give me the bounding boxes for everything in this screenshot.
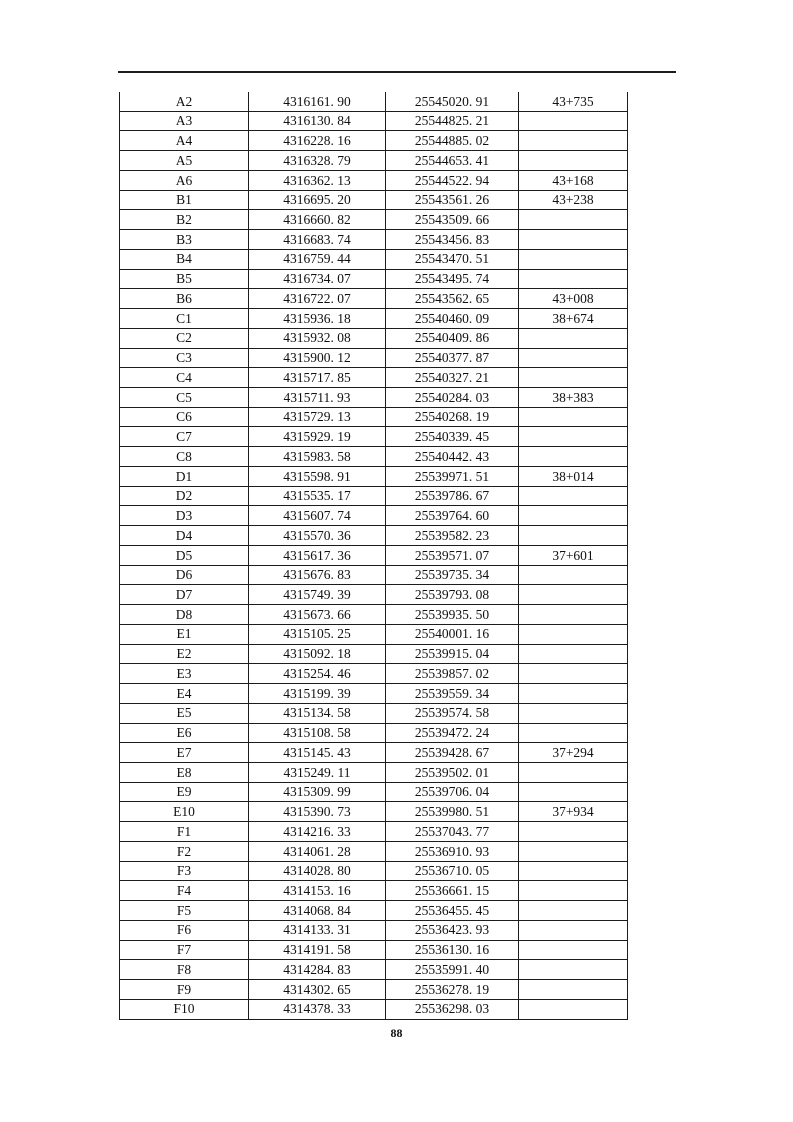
cell-x-coordinate: 4316734. 07 [249,270,386,289]
cell-y-coordinate: 25540460. 09 [386,309,519,328]
cell-y-coordinate: 25536278. 19 [386,980,519,999]
cell-chainage [519,625,628,644]
cell-y-coordinate: 25539428. 67 [386,743,519,762]
table-row [120,388,628,408]
cell-x-coordinate: 4314191. 58 [249,941,386,960]
cell-point-id: F6 [120,921,249,940]
cell-y-coordinate: 25539764. 60 [386,506,519,525]
cell-x-coordinate: 4314153. 16 [249,881,386,900]
table-row [120,408,628,428]
table-row [120,743,628,763]
cell-point-id: A3 [120,112,249,131]
table-row [120,941,628,961]
cell-chainage [519,250,628,269]
table-row [120,546,628,566]
cell-x-coordinate: 4315249. 11 [249,763,386,782]
table-row [120,684,628,704]
cell-point-id: F4 [120,881,249,900]
cell-point-id: D8 [120,605,249,624]
cell-y-coordinate: 25540284. 03 [386,388,519,407]
cell-chainage [519,960,628,979]
cell-x-coordinate: 4315390. 73 [249,802,386,821]
cell-x-coordinate: 4315676. 83 [249,566,386,585]
table-row [120,112,628,132]
page-header-rule [118,71,676,73]
cell-x-coordinate: 4316362. 13 [249,171,386,190]
table-row [120,151,628,171]
cell-chainage: 37+294 [519,743,628,762]
cell-x-coordinate: 4316722. 07 [249,289,386,308]
cell-point-id: C5 [120,388,249,407]
cell-point-id: B3 [120,230,249,249]
cell-chainage [519,427,628,446]
cell-x-coordinate: 4316228. 16 [249,131,386,150]
table-row [120,506,628,526]
cell-x-coordinate: 4315134. 58 [249,704,386,723]
cell-x-coordinate: 4314133. 31 [249,921,386,940]
cell-y-coordinate: 25539915. 04 [386,645,519,664]
cell-point-id: C8 [120,447,249,466]
cell-y-coordinate: 25543509. 66 [386,210,519,229]
cell-chainage [519,605,628,624]
cell-chainage: 37+601 [519,546,628,565]
cell-y-coordinate: 25540339. 45 [386,427,519,446]
cell-y-coordinate: 25539786. 67 [386,487,519,506]
table-row [120,585,628,605]
cell-point-id: C6 [120,408,249,427]
cell-x-coordinate: 4314302. 65 [249,980,386,999]
table-row [120,625,628,645]
cell-chainage [519,842,628,861]
cell-point-id: F2 [120,842,249,861]
cell-point-id: E10 [120,802,249,821]
cell-point-id: F10 [120,1000,249,1019]
cell-x-coordinate: 4315145. 43 [249,743,386,762]
cell-x-coordinate: 4316759. 44 [249,250,386,269]
cell-chainage [519,881,628,900]
cell-y-coordinate: 25543470. 51 [386,250,519,269]
cell-y-coordinate: 25536455. 45 [386,901,519,920]
cell-x-coordinate: 4314061. 28 [249,842,386,861]
cell-x-coordinate: 4315711. 93 [249,388,386,407]
cell-x-coordinate: 4315900. 12 [249,349,386,368]
table-row [120,487,628,507]
cell-chainage [519,980,628,999]
table-row [120,1000,628,1020]
table-row [120,645,628,665]
cell-y-coordinate: 25539793. 08 [386,585,519,604]
table-row [120,191,628,211]
cell-point-id: D6 [120,566,249,585]
cell-y-coordinate: 25535991. 40 [386,960,519,979]
table-row [120,447,628,467]
cell-point-id: A5 [120,151,249,170]
cell-x-coordinate: 4315105. 25 [249,625,386,644]
cell-point-id: F5 [120,901,249,920]
coordinates-table [119,92,628,1020]
cell-chainage: 43+008 [519,289,628,308]
cell-x-coordinate: 4315254. 46 [249,664,386,683]
table-row [120,230,628,250]
table-row [120,862,628,882]
table-row [120,171,628,191]
table-row [120,92,628,112]
cell-y-coordinate: 25536661. 15 [386,881,519,900]
table-row [120,427,628,447]
cell-x-coordinate: 4315535. 17 [249,487,386,506]
cell-point-id: C4 [120,368,249,387]
cell-y-coordinate: 25543456. 83 [386,230,519,249]
cell-y-coordinate: 25540409. 86 [386,329,519,348]
cell-point-id: E5 [120,704,249,723]
cell-point-id: D1 [120,467,249,486]
cell-chainage [519,901,628,920]
table-row [120,467,628,487]
table-row [120,822,628,842]
cell-y-coordinate: 25539857. 02 [386,664,519,683]
cell-chainage [519,408,628,427]
cell-x-coordinate: 4315092. 18 [249,645,386,664]
table-row [120,349,628,369]
cell-point-id: A2 [120,92,249,111]
cell-point-id: B2 [120,210,249,229]
table-row [120,250,628,270]
cell-y-coordinate: 25543495. 74 [386,270,519,289]
cell-chainage [519,566,628,585]
page-number: 88 [390,1026,403,1040]
cell-chainage [519,349,628,368]
cell-chainage: 38+674 [519,309,628,328]
cell-y-coordinate: 25543562. 65 [386,289,519,308]
cell-x-coordinate: 4315929. 19 [249,427,386,446]
table-row [120,368,628,388]
cell-x-coordinate: 4315598. 91 [249,467,386,486]
cell-point-id: F8 [120,960,249,979]
cell-y-coordinate: 25536130. 16 [386,941,519,960]
cell-x-coordinate: 4315617. 36 [249,546,386,565]
cell-point-id: E9 [120,783,249,802]
cell-x-coordinate: 4315309. 99 [249,783,386,802]
cell-y-coordinate: 25539582. 23 [386,526,519,545]
cell-y-coordinate: 25536298. 03 [386,1000,519,1019]
table-row [120,210,628,230]
cell-point-id: B5 [120,270,249,289]
cell-x-coordinate: 4316660. 82 [249,210,386,229]
cell-point-id: A4 [120,131,249,150]
table-row [120,704,628,724]
cell-chainage [519,585,628,604]
cell-point-id: D3 [120,506,249,525]
cell-point-id: D4 [120,526,249,545]
cell-point-id: B6 [120,289,249,308]
cell-x-coordinate: 4316695. 20 [249,191,386,210]
cell-point-id: E7 [120,743,249,762]
cell-chainage [519,763,628,782]
cell-x-coordinate: 4315199. 39 [249,684,386,703]
cell-y-coordinate: 25540442. 43 [386,447,519,466]
cell-chainage [519,526,628,545]
cell-chainage [519,664,628,683]
cell-point-id: F1 [120,822,249,841]
cell-y-coordinate: 25539935. 50 [386,605,519,624]
cell-chainage: 38+014 [519,467,628,486]
cell-y-coordinate: 25540377. 87 [386,349,519,368]
cell-x-coordinate: 4315932. 08 [249,329,386,348]
cell-chainage [519,487,628,506]
table-row [120,664,628,684]
cell-chainage: 43+238 [519,191,628,210]
table-row [120,329,628,349]
cell-y-coordinate: 25543561. 26 [386,191,519,210]
cell-x-coordinate: 4314028. 80 [249,862,386,881]
cell-y-coordinate: 25539980. 51 [386,802,519,821]
cell-y-coordinate: 25544825. 21 [386,112,519,131]
cell-chainage [519,822,628,841]
table-row [120,763,628,783]
cell-y-coordinate: 25536910. 93 [386,842,519,861]
cell-chainage [519,921,628,940]
cell-point-id: E1 [120,625,249,644]
cell-y-coordinate: 25536423. 93 [386,921,519,940]
cell-chainage [519,684,628,703]
table-row [120,901,628,921]
cell-point-id: D5 [120,546,249,565]
cell-chainage: 37+934 [519,802,628,821]
cell-x-coordinate: 4315749. 39 [249,585,386,604]
cell-chainage: 43+735 [519,92,628,111]
table-row [120,783,628,803]
cell-chainage [519,506,628,525]
cell-x-coordinate: 4316328. 79 [249,151,386,170]
cell-chainage [519,447,628,466]
table-row [120,802,628,822]
cell-chainage [519,329,628,348]
cell-y-coordinate: 25544653. 41 [386,151,519,170]
cell-chainage [519,941,628,960]
table-row [120,921,628,941]
cell-chainage [519,368,628,387]
table-row [120,842,628,862]
cell-chainage [519,151,628,170]
cell-chainage [519,645,628,664]
cell-point-id: F3 [120,862,249,881]
cell-y-coordinate: 25540327. 21 [386,368,519,387]
table-row [120,960,628,980]
cell-x-coordinate: 4314068. 84 [249,901,386,920]
cell-y-coordinate: 25539971. 51 [386,467,519,486]
cell-y-coordinate: 25539706. 04 [386,783,519,802]
cell-chainage [519,131,628,150]
cell-x-coordinate: 4316130. 84 [249,112,386,131]
cell-point-id: E3 [120,664,249,683]
cell-y-coordinate: 25545020. 91 [386,92,519,111]
cell-y-coordinate: 25539559. 34 [386,684,519,703]
cell-x-coordinate: 4314378. 33 [249,1000,386,1019]
cell-chainage [519,210,628,229]
cell-x-coordinate: 4315607. 74 [249,506,386,525]
table-row [120,724,628,744]
table-row [120,309,628,329]
cell-y-coordinate: 25539574. 58 [386,704,519,723]
cell-point-id: E8 [120,763,249,782]
cell-chainage [519,1000,628,1019]
cell-chainage: 43+168 [519,171,628,190]
cell-y-coordinate: 25539472. 24 [386,724,519,743]
cell-x-coordinate: 4315983. 58 [249,447,386,466]
cell-x-coordinate: 4315729. 13 [249,408,386,427]
cell-point-id: B1 [120,191,249,210]
cell-point-id: F7 [120,941,249,960]
cell-x-coordinate: 4315570. 36 [249,526,386,545]
cell-chainage [519,724,628,743]
cell-y-coordinate: 25540268. 19 [386,408,519,427]
table-row [120,131,628,151]
cell-y-coordinate: 25536710. 05 [386,862,519,881]
cell-point-id: A6 [120,171,249,190]
cell-y-coordinate: 25540001. 16 [386,625,519,644]
cell-point-id: D7 [120,585,249,604]
cell-chainage: 38+383 [519,388,628,407]
cell-point-id: E6 [120,724,249,743]
table-row [120,566,628,586]
cell-x-coordinate: 4315108. 58 [249,724,386,743]
cell-x-coordinate: 4314216. 33 [249,822,386,841]
table-row [120,270,628,290]
cell-point-id: D2 [120,487,249,506]
table-row [120,289,628,309]
cell-point-id: C2 [120,329,249,348]
cell-y-coordinate: 25544885. 02 [386,131,519,150]
cell-x-coordinate: 4314284. 83 [249,960,386,979]
table-row [120,980,628,1000]
cell-point-id: C7 [120,427,249,446]
cell-point-id: E4 [120,684,249,703]
cell-x-coordinate: 4315673. 66 [249,605,386,624]
table-row [120,605,628,625]
cell-x-coordinate: 4316161. 90 [249,92,386,111]
cell-point-id: B4 [120,250,249,269]
table-row [120,526,628,546]
cell-y-coordinate: 25537043. 77 [386,822,519,841]
cell-point-id: C1 [120,309,249,328]
cell-chainage [519,230,628,249]
cell-x-coordinate: 4316683. 74 [249,230,386,249]
cell-chainage [519,862,628,881]
cell-y-coordinate: 25544522. 94 [386,171,519,190]
cell-x-coordinate: 4315717. 85 [249,368,386,387]
cell-y-coordinate: 25539502. 01 [386,763,519,782]
cell-point-id: C3 [120,349,249,368]
cell-y-coordinate: 25539735. 34 [386,566,519,585]
cell-chainage [519,270,628,289]
cell-point-id: E2 [120,645,249,664]
cell-x-coordinate: 4315936. 18 [249,309,386,328]
table-row [120,881,628,901]
cell-y-coordinate: 25539571. 07 [386,546,519,565]
cell-chainage [519,112,628,131]
cell-chainage [519,704,628,723]
cell-point-id: F9 [120,980,249,999]
cell-chainage [519,783,628,802]
